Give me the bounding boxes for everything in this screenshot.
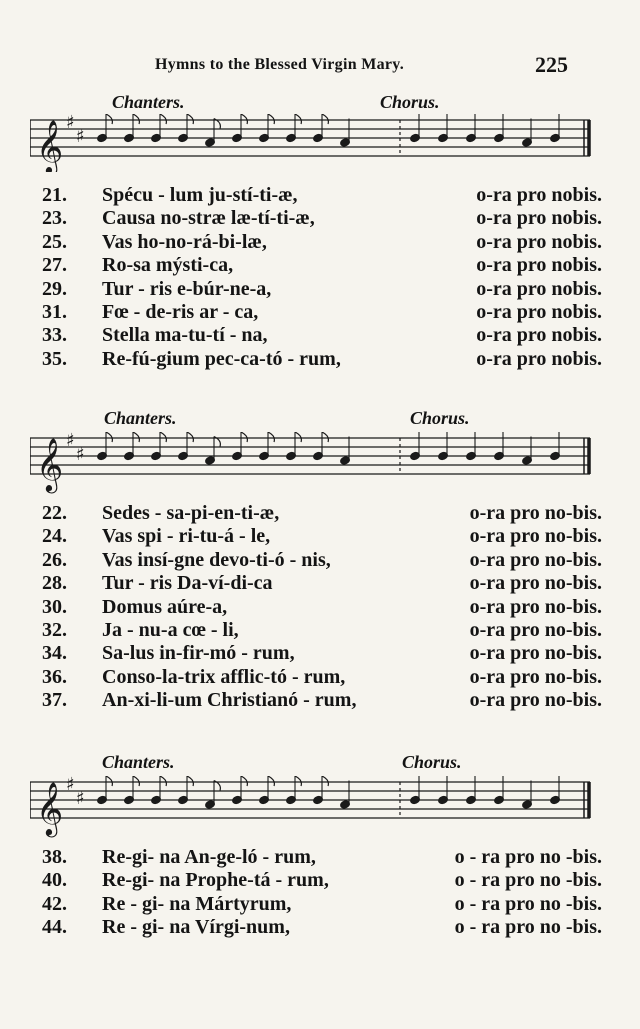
verse-text: Spécu - lum ju-stí-ti-æ, xyxy=(102,184,298,206)
note-flag xyxy=(187,114,193,124)
sharp-icon: ♯ xyxy=(66,432,75,451)
verse-text: Re-fú-gium pec-ca-tó - rum, xyxy=(102,347,341,370)
verse-row xyxy=(36,572,606,595)
verse-response: o-ra pro nobis. xyxy=(476,184,602,206)
note-flag xyxy=(268,114,274,124)
verse-row xyxy=(36,642,606,665)
verse-row xyxy=(36,184,606,207)
verse-row xyxy=(36,502,606,525)
verse-row xyxy=(36,916,606,939)
verse-text: Re - gi- na Vírgi-num, xyxy=(102,916,290,939)
verse-number: 37. xyxy=(42,689,67,712)
note-flag xyxy=(268,776,274,786)
note-flag xyxy=(295,114,301,124)
chanters-label: Chanters. xyxy=(104,408,177,428)
verse-row xyxy=(36,549,606,572)
verse-response: o-ra pro no-bis. xyxy=(469,665,602,688)
verse-text: Re-gi- na Prophe-tá - rum, xyxy=(102,869,329,892)
notes xyxy=(97,776,561,809)
running-title: Hymns to the Blessed Virgin Mary. xyxy=(155,56,405,73)
verse-number: 25. xyxy=(42,230,67,253)
notes xyxy=(97,114,561,147)
verse-response: o-ra pro no-bis. xyxy=(469,572,602,595)
staff-notation xyxy=(30,114,610,172)
verse-response: o-ra pro no-bis. xyxy=(469,689,602,712)
sharp-icon: ♯ xyxy=(76,788,85,809)
note-flag xyxy=(241,114,247,124)
verse-row xyxy=(36,301,606,324)
verse-list-2 xyxy=(36,502,606,713)
verse-response: o-ra pro no-bis. xyxy=(469,595,602,618)
note-flag xyxy=(133,114,139,124)
verse-number: 38. xyxy=(42,846,67,868)
note-flag xyxy=(106,114,112,124)
verse-response: o-ra pro nobis. xyxy=(476,207,602,230)
note-flag xyxy=(295,432,301,442)
verse-response: o-ra pro no-bis. xyxy=(469,548,602,571)
verse-row xyxy=(36,207,606,230)
notes xyxy=(97,432,561,465)
verse-list-3 xyxy=(36,846,606,940)
staff-notation xyxy=(30,432,610,496)
verse-number: 32. xyxy=(42,618,67,641)
verse-response: o-ra pro nobis. xyxy=(476,347,602,370)
staff-lines xyxy=(30,120,590,156)
music-staff-2 xyxy=(30,408,610,496)
verse-number: 27. xyxy=(42,254,67,277)
verse-number: 26. xyxy=(42,548,67,571)
verse-row xyxy=(36,525,606,548)
verse-number: 23. xyxy=(42,207,67,230)
chorus-label: Chorus. xyxy=(402,752,462,772)
verse-text: Tur - ris Da-ví-di-ca xyxy=(102,572,273,595)
verse-response: o - ra pro no -bis. xyxy=(454,892,602,915)
note-flag xyxy=(241,432,247,442)
page-number: 225 xyxy=(535,52,568,77)
verse-number: 21. xyxy=(42,184,67,206)
verse-list-1 xyxy=(36,184,606,371)
sharp-icon: ♯ xyxy=(66,776,75,795)
verse-number: 44. xyxy=(42,916,67,939)
note-flag xyxy=(160,776,166,786)
note-flag xyxy=(133,776,139,786)
note-flag xyxy=(322,776,328,786)
staff-lines xyxy=(30,782,590,818)
verse-row xyxy=(36,596,606,619)
verse-row xyxy=(36,254,606,277)
verse-number: 28. xyxy=(42,572,67,595)
verse-row xyxy=(36,689,606,712)
verse-text: Sedes - sa-pi-en-ti-æ, xyxy=(102,502,280,524)
verse-response: o - ra pro no -bis. xyxy=(454,916,602,939)
note-flag xyxy=(106,776,112,786)
chorus-label: Chorus. xyxy=(410,408,470,428)
verse-row xyxy=(36,893,606,916)
verse-text: Conso-la-trix afflic-tó - rum, xyxy=(102,665,346,688)
verse-number: 31. xyxy=(42,300,67,323)
verse-number: 24. xyxy=(42,525,67,548)
verse-response: o-ra pro nobis. xyxy=(476,277,602,300)
note-flag xyxy=(160,432,166,442)
verse-text: Tur - ris e-búr-ne-a, xyxy=(102,277,272,300)
verse-number: 40. xyxy=(42,869,67,892)
sharp-icon: ♯ xyxy=(76,444,85,465)
verse-number: 42. xyxy=(42,892,67,915)
chorus-label: Chorus. xyxy=(380,92,440,112)
sharp-icon: ♯ xyxy=(76,126,85,147)
verse-row xyxy=(36,846,606,869)
staff-lines xyxy=(30,438,590,474)
note-flag xyxy=(295,776,301,786)
verse-number: 33. xyxy=(42,324,67,347)
note-flag xyxy=(268,432,274,442)
verse-row xyxy=(36,324,606,347)
note-flag xyxy=(187,432,193,442)
verse-text: An-xi-li-um Christianó - rum, xyxy=(102,689,357,712)
page-header xyxy=(0,50,640,80)
verse-response: o-ra pro nobis. xyxy=(476,230,602,253)
chanters-label: Chanters. xyxy=(112,92,185,112)
verse-response: o - ra pro no -bis. xyxy=(454,869,602,892)
treble-clef-icon: 𝄞 xyxy=(36,437,64,491)
verse-number: 29. xyxy=(42,277,67,300)
verse-text: Vas spi - ri-tu-á - le, xyxy=(102,525,271,548)
verse-response: o-ra pro nobis. xyxy=(476,324,602,347)
verse-text: Re - gi- na Mártyrum, xyxy=(102,892,292,915)
verse-text: Ro-sa mýsti-ca, xyxy=(102,254,234,277)
verse-row xyxy=(36,619,606,642)
verse-row xyxy=(36,231,606,254)
staff-notation xyxy=(30,776,610,842)
verse-text: Fœ - de-ris ar - ca, xyxy=(102,300,259,323)
verse-response: o-ra pro no-bis. xyxy=(469,525,602,548)
note-flag xyxy=(187,776,193,786)
verse-text: Stella ma-tu-tí - na, xyxy=(102,324,268,347)
verse-number: 34. xyxy=(42,642,67,665)
note-flag xyxy=(322,432,328,442)
verse-text: Domus aúre-a, xyxy=(102,595,228,618)
verse-response: o-ra pro no-bis. xyxy=(469,502,602,524)
verse-response: o-ra pro nobis. xyxy=(476,254,602,277)
verse-row xyxy=(36,869,606,892)
verse-text: Vas ho-no-rá-bi-læ, xyxy=(102,230,267,253)
verse-response: o-ra pro no-bis. xyxy=(469,642,602,665)
verse-number: 30. xyxy=(42,595,67,618)
note-flag xyxy=(160,114,166,124)
verse-text: Sa-lus in-fir-mó - rum, xyxy=(102,642,295,665)
verse-text: Re-gi- na An-ge-ló - rum, xyxy=(102,846,316,868)
note-flag xyxy=(133,432,139,442)
verse-number: 36. xyxy=(42,665,67,688)
verse-text: Vas insí-gne devo-ti-ó - nis, xyxy=(102,548,331,571)
music-staff-1 xyxy=(30,92,610,172)
music-staff-3 xyxy=(30,752,610,842)
sharp-icon: ♯ xyxy=(66,114,75,133)
treble-clef-icon: 𝄞 xyxy=(36,781,64,835)
verse-row xyxy=(36,666,606,689)
chanters-label: Chanters. xyxy=(102,752,175,772)
note-flag xyxy=(106,432,112,442)
verse-response: o-ra pro nobis. xyxy=(476,300,602,323)
verse-number: 35. xyxy=(42,347,67,370)
verse-row xyxy=(36,348,606,371)
verse-number: 22. xyxy=(42,502,67,524)
note-flag xyxy=(241,776,247,786)
verse-response: o - ra pro no -bis. xyxy=(454,846,602,868)
verse-response: o-ra pro no-bis. xyxy=(469,618,602,641)
verse-row xyxy=(36,278,606,301)
treble-clef-icon: 𝄞 xyxy=(36,119,64,172)
verse-text: Causa no-stræ læ-tí-ti-æ, xyxy=(102,207,315,230)
verse-text: Ja - nu-a cœ - li, xyxy=(102,618,239,641)
note-flag xyxy=(322,114,328,124)
